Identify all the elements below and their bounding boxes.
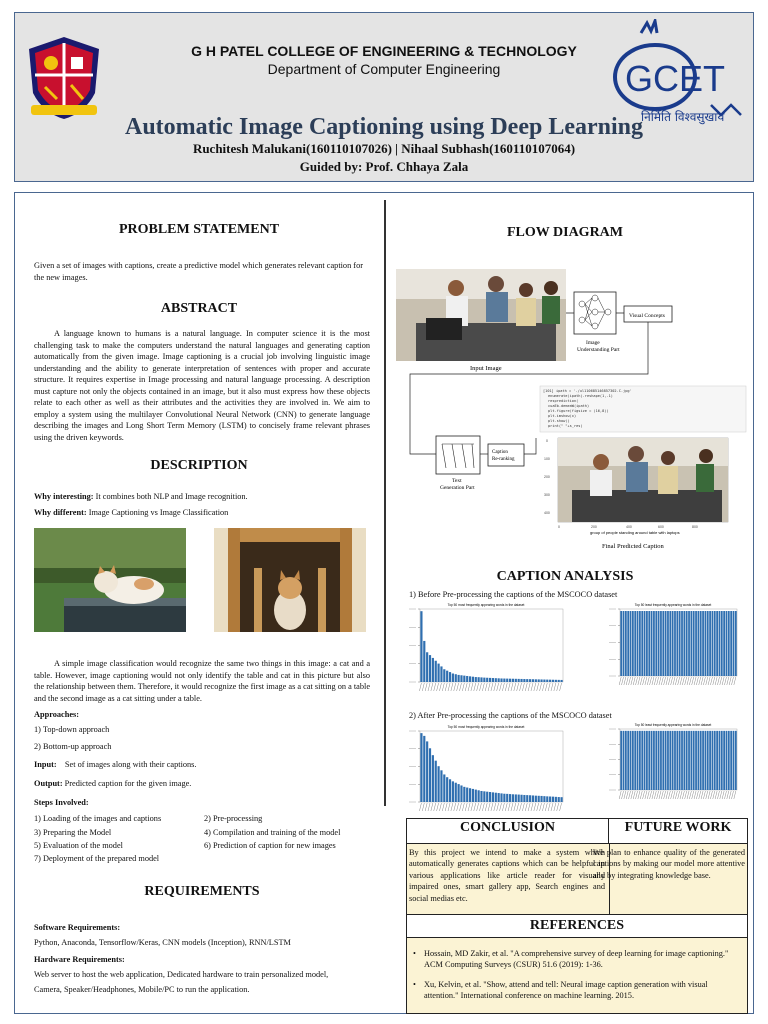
svg-text:800: 800 — [692, 525, 698, 529]
input-line — [34, 759, 196, 770]
bar — [518, 679, 520, 682]
bar — [665, 611, 667, 676]
bar — [686, 731, 688, 790]
plot-caption: group of people standing around table with laptops — [590, 530, 680, 535]
chart-after-most-frequent — [406, 722, 566, 818]
bar — [625, 731, 627, 790]
bar — [495, 678, 497, 682]
bar — [538, 796, 540, 802]
bar — [535, 679, 537, 682]
bar — [707, 731, 709, 790]
cat-under-table-photo — [214, 528, 366, 632]
description-heading: DESCRIPTION — [150, 458, 248, 473]
understanding-label: Image Understanding Part — [577, 340, 620, 353]
bar — [523, 795, 525, 802]
bar — [735, 731, 737, 790]
bar — [637, 731, 639, 790]
bar — [435, 661, 437, 682]
chart-title: Top 50 most frequently appearing words in the dataset — [447, 725, 525, 729]
approach-top-down: 1) Top-down approach — [34, 725, 110, 734]
bar — [719, 611, 721, 676]
bar — [723, 731, 725, 790]
bar — [702, 731, 704, 790]
bar — [728, 611, 730, 676]
bar — [620, 611, 622, 676]
before-preprocessing-label: 1) Before Pre-processing the captions of the MSCOCO dataset — [409, 590, 618, 599]
bar — [532, 679, 534, 682]
bar — [506, 794, 508, 802]
bar — [498, 678, 500, 682]
bar — [641, 731, 643, 790]
bar — [653, 731, 655, 790]
bar — [634, 611, 636, 676]
bar — [683, 731, 685, 790]
caption-reranking-label: Caption Re-ranking — [492, 450, 515, 462]
bar — [686, 611, 688, 676]
bar — [676, 731, 678, 790]
bar — [463, 676, 465, 682]
bar — [716, 731, 718, 790]
bar — [627, 611, 629, 676]
bar — [420, 733, 422, 802]
bar — [552, 797, 554, 802]
bar — [446, 777, 448, 802]
bar — [438, 766, 440, 802]
bar — [529, 679, 531, 682]
bar — [455, 783, 457, 802]
bar — [460, 785, 462, 802]
bar — [515, 679, 517, 682]
bar — [549, 680, 551, 682]
bar — [707, 611, 709, 676]
why-different — [34, 507, 370, 518]
bar — [495, 793, 497, 802]
bar — [714, 611, 716, 676]
bar — [646, 611, 648, 676]
gcet-motto: निर्मिति विश्वसुखाय — [641, 110, 725, 124]
bar — [458, 675, 460, 682]
bar — [558, 680, 560, 682]
bar — [639, 611, 641, 676]
bar — [698, 611, 700, 676]
bar — [429, 748, 431, 802]
gcet-logo — [611, 19, 751, 129]
bar — [535, 796, 537, 802]
svg-text:100: 100 — [544, 457, 550, 461]
flow-heading: FLOW DIAGRAM — [506, 225, 624, 240]
bar — [498, 793, 500, 802]
bar — [662, 731, 664, 790]
poster-header — [14, 12, 754, 182]
bar — [463, 787, 465, 802]
output-text: Predicted caption for the given image. — [62, 779, 192, 788]
input-image-label: Input Image — [470, 365, 502, 372]
bar — [540, 796, 542, 802]
requirements-heading: REQUIREMENTS — [144, 884, 260, 899]
bar — [558, 797, 560, 802]
bar — [630, 731, 632, 790]
bar — [730, 611, 732, 676]
future-work-text: We plan to enhance quality of the generated captions by making our model more attentive and by integrating knowledge base. — [593, 848, 745, 880]
bar — [695, 731, 697, 790]
input-image-photo — [396, 269, 566, 361]
problem-text: Given a set of images with captions, create a predictive model which generates relevant caption for the new images. — [34, 261, 363, 282]
bar — [655, 731, 657, 790]
bar — [644, 731, 646, 790]
chart-title: Top 50 most frequently appearing words in the dataset — [447, 603, 525, 607]
bar — [681, 611, 683, 676]
bar — [672, 731, 674, 790]
ref-bullet-1: • — [413, 949, 416, 958]
bar — [700, 611, 702, 676]
bar — [679, 731, 681, 790]
bar — [515, 794, 517, 802]
bar — [460, 675, 462, 682]
software-text: Python, Anaconda, Tensorflow/Keras, CNN models (Inception), RNN/LSTM — [34, 938, 291, 947]
bar — [469, 676, 471, 682]
step-6: 6) Prediction of caption for new images — [204, 841, 336, 850]
bar — [712, 611, 714, 676]
bar — [646, 731, 648, 790]
step-5: 5) Evaluation of the model — [34, 841, 123, 850]
final-caption-label: Final Predicted Caption — [602, 543, 664, 550]
reference-2: Xu, Kelvin, et al. "Show, attend and tell: Neural image caption generation with visual attention." International conference on machine learning. 2015. — [424, 980, 708, 1000]
bar — [426, 652, 428, 682]
bar — [423, 736, 425, 802]
bar — [705, 731, 707, 790]
bar — [538, 679, 540, 682]
bar — [509, 679, 511, 682]
bar — [420, 611, 422, 682]
bar — [503, 794, 505, 802]
bar — [555, 797, 557, 802]
bar — [452, 781, 454, 802]
chart-before-most-frequent — [406, 600, 566, 698]
bar — [662, 611, 664, 676]
svg-text:200: 200 — [544, 475, 550, 479]
ref-bullet-2: • — [413, 980, 416, 989]
bar — [681, 731, 683, 790]
bar — [716, 611, 718, 676]
bar — [546, 680, 548, 682]
bar — [520, 679, 522, 682]
bar — [475, 790, 477, 802]
svg-text:400: 400 — [626, 525, 632, 529]
bar — [443, 774, 445, 802]
bar — [432, 658, 434, 682]
why-different-label: Why different: — [34, 508, 87, 517]
bar — [714, 731, 716, 790]
bar — [489, 678, 491, 682]
abstract-text: A language known to humans is a natural language. In computer science it is the most challenging task to make the computers understand the natural languages and generating caption automatically from the given image. Image captioning is a crucial job involving linguistic image understanding and the ability to generate interpretation of sentences with proper and accurate structure. It requires expertise in Image processing and natural language processing. A description must capture not only the objects contained in an image, but it also must express how these objects relate to each other as well as their attributes and the activities they are involved in. We aim to employ a system using the multilayer Convolutional Neural Network (CNN) to generate language describing the images and Long Short Term Memory (LSTM) to concisely frame relevant phrases using the driven keywords. — [34, 329, 370, 442]
bar — [665, 731, 667, 790]
bar — [469, 788, 471, 802]
why-interesting — [34, 491, 370, 502]
bar — [440, 770, 442, 802]
bar — [478, 677, 480, 682]
bar — [512, 679, 514, 682]
department-name: Department of Computer Engineering — [267, 61, 501, 77]
bar — [667, 611, 669, 676]
bar — [632, 611, 634, 676]
bar — [693, 611, 695, 676]
bar — [709, 731, 711, 790]
bar — [648, 731, 650, 790]
step-3: 3) Preparing the Model — [34, 828, 112, 837]
bar — [700, 731, 702, 790]
bar — [426, 741, 428, 802]
bar — [560, 797, 562, 802]
bar — [492, 678, 494, 682]
bar — [543, 796, 545, 802]
bar — [627, 731, 629, 790]
bar — [721, 611, 723, 676]
reference-1: Hossain, MD Zakir, et al. "A comprehensive survey of deep learning for image captioning." ACM Computing Surveys (CSUR) 51.6 (2019): 1-36. — [424, 949, 729, 969]
bar — [676, 611, 678, 676]
bar — [480, 677, 482, 682]
bar — [555, 680, 557, 682]
references-heading: REFERENCES — [407, 914, 747, 938]
bar — [512, 794, 514, 802]
bar — [503, 679, 505, 682]
bar — [480, 791, 482, 802]
chart-title: Top 50 least frequently appearing words in the dataset — [634, 603, 712, 607]
bar — [529, 795, 531, 802]
bar — [726, 611, 728, 676]
hardware-text-1: Web server to host the web application, Dedicated hardware to train personalized model, — [34, 970, 329, 979]
bar — [637, 611, 639, 676]
bar — [653, 611, 655, 676]
bar — [698, 731, 700, 790]
chart-after-least-frequent — [606, 720, 740, 806]
bar — [632, 731, 634, 790]
bar — [466, 788, 468, 802]
bar — [690, 731, 692, 790]
step-4: 4) Compilation and training of the model — [204, 828, 341, 837]
output-line — [34, 778, 191, 789]
bar — [719, 731, 721, 790]
bar — [728, 731, 730, 790]
bar — [475, 677, 477, 682]
bar — [509, 794, 511, 802]
bar — [440, 666, 442, 682]
bar — [443, 669, 445, 682]
bar — [651, 611, 653, 676]
svg-text:600: 600 — [658, 525, 664, 529]
bar — [660, 731, 662, 790]
bar — [492, 792, 494, 802]
chart-before-least-frequent — [606, 600, 740, 692]
input-text: Set of images along with their captions. — [56, 760, 197, 769]
bar — [500, 793, 502, 802]
hardware-text-2: Camera, Speaker/Headphones, Mobile/PC to run the application. — [34, 985, 250, 994]
bar — [735, 611, 737, 676]
step-7: 7) Deployment of the prepared model — [34, 854, 160, 863]
bar — [733, 611, 735, 676]
code-snippet: [101] ipath = './ul110685146857302.C.jpg' enumerate(ipath).reshape(1,-1) resprediction( cuaEb.demeaW(ipath) plt.figure(figsize = (16,8)) plt.imshow(x) plt.show() print(" "+s_res) — [543, 389, 632, 428]
bar — [486, 792, 488, 802]
bar — [669, 731, 671, 790]
svg-text:200: 200 — [591, 525, 597, 529]
bar — [432, 755, 434, 802]
bar — [483, 791, 485, 802]
bar — [674, 611, 676, 676]
bar — [639, 731, 641, 790]
bar — [489, 792, 491, 802]
bar — [712, 731, 714, 790]
bar — [478, 790, 480, 802]
predicted-image-photo — [558, 438, 728, 522]
hardware-label: Hardware Requirements: — [34, 955, 125, 964]
college-name: G H PATEL COLLEGE OF ENGINEERING & TECHNOLOGY — [191, 43, 577, 59]
step-1: 1) Loading of the images and captions — [34, 814, 162, 823]
bar — [669, 611, 671, 676]
bar — [690, 611, 692, 676]
bar — [546, 796, 548, 802]
bar — [648, 611, 650, 676]
bar — [726, 731, 728, 790]
guide: Guided by: Prof. Chhaya Zala — [299, 159, 469, 174]
bar — [452, 674, 454, 682]
bar — [658, 731, 660, 790]
bar — [644, 611, 646, 676]
after-preprocessing-label: 2) After Pre-processing the captions of the MSCOCO dataset — [409, 711, 612, 720]
bar — [472, 789, 474, 802]
bar — [733, 731, 735, 790]
bar — [549, 796, 551, 802]
why-interesting-label: Why interesting: — [34, 492, 94, 501]
svg-text:0: 0 — [558, 525, 560, 529]
bar — [483, 678, 485, 682]
column-divider — [384, 200, 386, 806]
bar — [455, 674, 457, 682]
bar — [623, 611, 625, 676]
authors: Ruchitesh Malukani(160110107026) | Nihaal Subhash(160110107064) — [192, 141, 576, 156]
bar — [620, 731, 622, 790]
bar — [449, 779, 451, 802]
visual-concepts-label: Visual Concepts — [629, 313, 665, 319]
bar — [523, 679, 525, 682]
svg-text:0: 0 — [546, 439, 548, 443]
poster-title: Automatic Image Captioning using Deep Learning — [124, 114, 644, 140]
text-generation-label: Text Generation Part — [440, 478, 475, 491]
bar — [526, 679, 528, 682]
abstract-heading: ABSTRACT — [160, 301, 238, 316]
conclusion-heading: CONCLUSION — [407, 819, 609, 844]
bar — [672, 611, 674, 676]
bar — [466, 676, 468, 682]
approaches-label: Approaches: — [34, 710, 80, 719]
bar — [693, 731, 695, 790]
bar — [688, 731, 690, 790]
bar — [486, 678, 488, 682]
bar — [705, 611, 707, 676]
cat-on-table-photo — [34, 528, 186, 632]
why-different-text: Image Captioning vs Image Classification — [86, 508, 229, 517]
bar — [423, 641, 425, 682]
bar — [655, 611, 657, 676]
bar — [435, 761, 437, 802]
bar — [552, 680, 554, 682]
description-paragraph: A simple image classification would recognize the same two things in this image: a cat and a table. However, image captioning would not only identify the table and cat in this picture but also the relationship between them. Therefore, it would recognize the first image as a cat sitting on a table and the second image as a cat sitting under a table. — [34, 659, 370, 703]
approach-bottom-up: 2) Bottom-up approach — [34, 742, 112, 751]
gcet-logo-text: GCET — [625, 58, 726, 99]
bar — [438, 664, 440, 682]
bar — [446, 671, 448, 682]
bar — [560, 680, 562, 682]
bar — [518, 795, 520, 802]
bar — [625, 611, 627, 676]
bar — [651, 731, 653, 790]
bar — [449, 672, 451, 682]
input-label: Input: — [34, 760, 57, 769]
bar — [458, 784, 460, 802]
bar — [658, 611, 660, 676]
bar — [702, 611, 704, 676]
bar — [730, 731, 732, 790]
bar — [623, 731, 625, 790]
chart-title: Top 50 least frequently appearing words in the dataset — [634, 723, 712, 727]
bar — [630, 611, 632, 676]
why-interesting-text: It combines both NLP and Image recognition. — [93, 492, 248, 501]
step-2: 2) Pre-processing — [204, 814, 263, 823]
output-label: Output: — [34, 779, 63, 788]
bar — [526, 795, 528, 802]
bar — [679, 611, 681, 676]
software-label: Software Requirements: — [34, 923, 121, 932]
bar — [520, 795, 522, 802]
problem-heading: PROBLEM STATEMENT — [118, 222, 280, 237]
bar — [641, 611, 643, 676]
steps-label: Steps Involved: — [34, 798, 89, 807]
bar — [532, 795, 534, 802]
future-work-heading: FUTURE WORK — [609, 819, 747, 844]
caption-analysis-heading: CAPTION ANALYSIS — [496, 569, 634, 584]
bar — [667, 731, 669, 790]
bar — [500, 678, 502, 682]
svg-text:400: 400 — [544, 511, 550, 515]
bar — [688, 611, 690, 676]
bar — [674, 731, 676, 790]
conclusion-text: By this project we intend to make a system which automatically generates captions which can be helpful in various applications like article reader for visually impaired ones, smart gallery app, Search engines and social medias etc. — [409, 848, 605, 903]
bar — [721, 731, 723, 790]
svg-text:300: 300 — [544, 493, 550, 497]
bar — [634, 731, 636, 790]
bar — [429, 655, 431, 682]
bar — [540, 679, 542, 682]
bar — [683, 611, 685, 676]
bar — [543, 680, 545, 682]
bar — [660, 611, 662, 676]
bar — [695, 611, 697, 676]
bar — [723, 611, 725, 676]
bar — [709, 611, 711, 676]
flow-diagram — [396, 268, 748, 552]
bar — [506, 679, 508, 682]
bar — [472, 677, 474, 682]
